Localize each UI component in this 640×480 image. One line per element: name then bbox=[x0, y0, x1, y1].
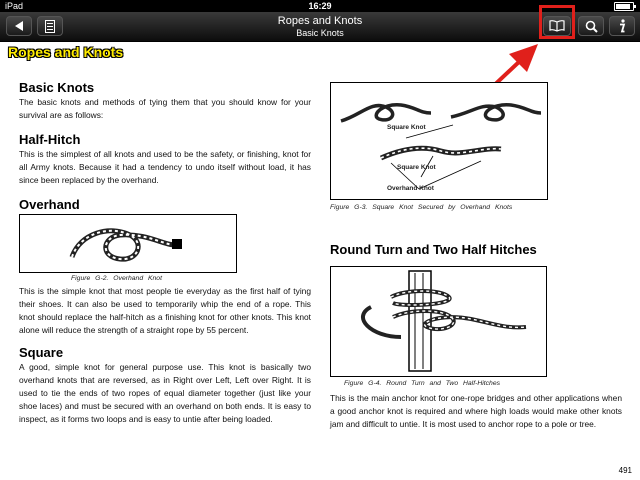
basic-knots-text: The basic knots and methods of tying them that you should know for your survival are as follows: bbox=[19, 97, 311, 120]
round-turn-illustration bbox=[331, 267, 546, 376]
right-column bbox=[330, 82, 622, 431]
figure-overhand-knot bbox=[19, 214, 237, 273]
label-overhand-knot: Overhand Knot bbox=[387, 185, 434, 192]
clock: 16:29 bbox=[308, 1, 332, 11]
page-header: Ropes and Knots bbox=[8, 44, 124, 60]
overhand-knot-illustration bbox=[20, 215, 236, 272]
figure-square-knot bbox=[330, 82, 548, 200]
heading-round-turn: Round Turn and Two Half Hitches bbox=[330, 242, 537, 257]
device-label: iPad bbox=[5, 1, 24, 11]
heading-square: Square bbox=[19, 345, 64, 360]
page-number: 491 bbox=[618, 466, 632, 475]
heading-half-hitch: Half-Hitch bbox=[19, 132, 81, 147]
book-title: Ropes and Knots bbox=[277, 15, 363, 27]
square-knot-illustration bbox=[331, 83, 547, 199]
figure-g3-caption: Figure G-3. Square Knot Secured by Overhand Knots bbox=[330, 204, 513, 211]
label-square-knot-2: Square Knot bbox=[397, 164, 436, 171]
chapter-subtitle: Basic Knots bbox=[296, 28, 344, 38]
figure-g4-caption: Figure G-4. Round Turn and Two Half-Hitches bbox=[344, 380, 501, 387]
half-hitch-text: This is the simplest of all knots and used to be the safety, or finishing, knot for all Army knots. Because it had a tendency to undo itself without load, it has since been replaced by the overhand. bbox=[19, 149, 311, 185]
left-column bbox=[19, 80, 311, 426]
round-turn-text: This is the main anchor knot for one-rope bridges and other applications when a good anchor knot is required and where high loads would make other knots jam and difficult to untie. It is most used to anchor rope to a pole or tree. bbox=[330, 393, 622, 429]
square-text: A good, simple knot for general purpose use. This knot is basically two overhand knots that are reversed, as in Right over Left, Left over Right. It is used to tie the ends of two ropes of equal diameter together (just like your shoe laces) and must be secured with an overhand on both ends. It is easy to inspect, as it forms two loops and is easy to untie after being loaded. bbox=[19, 362, 311, 424]
overhand-text: This is the simple knot that most people tie everyday as the first half of tying their shoes. It can also be used to temporarily whip the end of a rope. This knot should replace the half-hitch as a finishing knot for other knots. This knot alone will reduce the strength of a straight rope by 55 percent. bbox=[19, 286, 311, 335]
figure-g2-caption: Figure G-2. Overhand Knot bbox=[71, 275, 162, 282]
label-square-knot-1: Square Knot bbox=[387, 124, 426, 131]
heading-overhand: Overhand bbox=[19, 197, 80, 212]
heading-basic-knots: Basic Knots bbox=[19, 80, 95, 95]
figure-round-turn bbox=[330, 266, 547, 377]
